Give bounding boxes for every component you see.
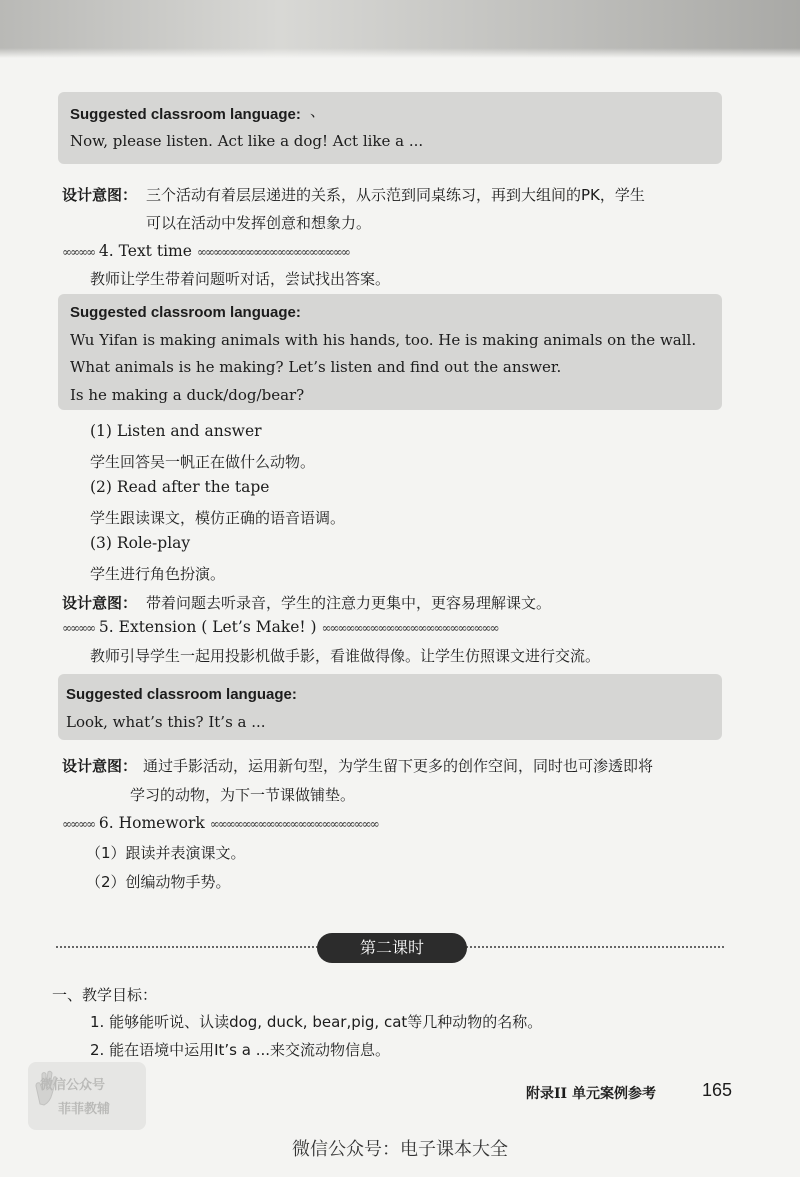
substep-title: Listen and answer [116, 422, 262, 440]
step-title: 5. Extension ( Let’s Make! ) [98, 618, 317, 636]
substep-title: Role-play [116, 534, 191, 552]
box-line: What animals is he making? Let’s listen and find out the answer. [70, 358, 562, 376]
homework-item: （1）跟读并表演课文。 [86, 844, 246, 862]
design-intent-text: 带着问题去听录音，学生的注意力更集中，更容易理解课文。 [146, 594, 552, 612]
step-description: 教师引导学生一起用投影机做手影，看谁做得像。让学生仿照课文进行交流。 [90, 647, 601, 665]
goal-item: 1. 能够能听说、认读dog, duck, bear,pig, cat等几种动物的名称。 [90, 1013, 543, 1031]
divider-line [56, 946, 318, 948]
step-title: 6. Homework [98, 814, 205, 832]
lesson-badge: 第二课时 [317, 933, 467, 963]
bottom-watermark: 微信公众号：电子课本大全 [292, 1139, 508, 1160]
appendix-reference: 附录II 单元案例参考 [526, 1086, 656, 1102]
box-line: Is he making a duck/dog/bear? [70, 386, 305, 404]
ornament-dots: ∞∞∞∞ [62, 621, 94, 635]
classroom-language-box [58, 294, 722, 410]
goal-item: 2. 能在语境中运用It’s a ...来交流动物信息。 [90, 1041, 391, 1059]
box-line: Now, please listen. Act like a dog! Act like a ... [70, 132, 424, 150]
substep-number: (3) [90, 534, 112, 552]
design-intent-text: 可以在活动中发挥创意和想象力。 [146, 214, 372, 232]
substep-title: Read after the tape [116, 478, 270, 496]
watermark-line: 微信公众号 [40, 1078, 106, 1093]
design-intent-label: 设计意图： [62, 186, 138, 204]
substep-heading [90, 478, 269, 496]
ornament-dots: ∞∞∞∞∞∞∞∞∞∞∞∞∞∞∞∞∞∞∞∞∞∞ [321, 621, 498, 635]
substep-heading [90, 422, 262, 440]
substep-text: 学生进行角色扮演。 [90, 565, 226, 583]
divider-line [466, 946, 724, 948]
step-heading [62, 618, 497, 636]
ornament-dots: ∞∞∞∞∞∞∞∞∞∞∞∞∞∞∞∞∞∞∞∞∞ [209, 817, 378, 831]
box-heading: Suggested classroom language: [66, 686, 297, 703]
ornament-dots: ∞∞∞∞ [62, 817, 94, 831]
classroom-language-box [58, 92, 722, 164]
step-heading [62, 242, 349, 260]
section-heading: 一、教学目标： [52, 986, 158, 1004]
homework-item: （2）创编动物手势。 [86, 873, 231, 891]
substep-text: 学生回答吴一帆正在做什么动物。 [90, 453, 316, 471]
design-intent-text: 三个活动有着层层递进的关系，从示范到同桌练习，再到大组间的PK，学生 [146, 186, 645, 204]
watermark-line: 菲菲教辅 [58, 1102, 111, 1117]
design-intent-label: 设计意图： [62, 757, 138, 775]
ornament-dots: ∞∞∞∞∞∞∞∞∞∞∞∞∞∞∞∞∞∞∞ [196, 245, 349, 259]
header-illustration [0, 0, 800, 58]
design-intent-text: 通过手影活动，运用新句型，为学生留下更多的创作空间，同时也可渗透即将 [143, 757, 654, 775]
substep-text: 学生跟读课文，模仿正确的语音语调。 [90, 509, 346, 527]
design-intent-text: 学习的动物，为下一节课做铺垫。 [130, 786, 356, 804]
watermark-box [28, 1062, 146, 1130]
box-heading: Suggested classroom language: [70, 304, 301, 321]
design-intent-label: 设计意图： [62, 594, 138, 612]
substep-number: (1) [90, 422, 112, 440]
step-title: 4. Text time [98, 242, 192, 260]
substep-number: (2) [90, 478, 112, 496]
box-line: Wu Yifan is making animals with his hands, too. He is making animals on the wall. [70, 331, 697, 349]
substep-heading [90, 534, 190, 552]
box-line: Look, what’s this? It’s a ... [66, 713, 266, 731]
page-number: 165 [702, 1080, 733, 1100]
step-description: 教师让学生带着问题听对话，尝试找出答案。 [90, 270, 391, 288]
ornament-dots: ∞∞∞∞ [62, 245, 94, 259]
classroom-language-box [58, 674, 722, 740]
box-mark: 、 [310, 102, 326, 120]
step-heading [62, 814, 378, 832]
box-heading: Suggested classroom language: [70, 106, 301, 123]
